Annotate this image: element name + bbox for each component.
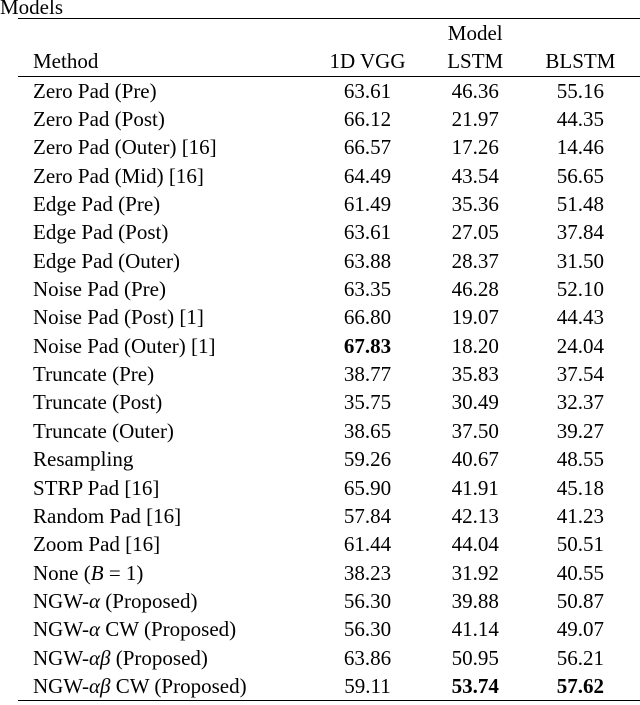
vgg-cell: 63.61 bbox=[343, 220, 392, 245]
table-row bbox=[18, 162, 640, 190]
vgg-cell: 56.30 bbox=[343, 617, 392, 642]
blstm-cell: 56.65 bbox=[556, 163, 605, 188]
method-math: α bbox=[89, 617, 101, 642]
lstm-cell: 50.95 bbox=[451, 645, 499, 670]
method-cell: Truncate (Post) bbox=[33, 390, 163, 415]
header-method: Method bbox=[18, 47, 305, 76]
table-row bbox=[18, 587, 640, 615]
table-row bbox=[18, 76, 640, 105]
table-row bbox=[18, 417, 640, 445]
blstm-cell: 44.35 bbox=[556, 107, 605, 132]
vgg-cell: 63.35 bbox=[343, 277, 392, 302]
blstm-cell: 48.55 bbox=[556, 447, 605, 472]
header-lstm: LSTM bbox=[430, 47, 521, 76]
method-cell: STRP Pad [16] bbox=[33, 475, 160, 500]
lstm-cell: 41.14 bbox=[451, 617, 499, 642]
lstm-cell: 19.07 bbox=[451, 305, 499, 330]
table-row bbox=[18, 388, 640, 416]
lstm-cell: 28.37 bbox=[451, 248, 499, 273]
caption-fragment: Models bbox=[0, 0, 63, 19]
method-cell: Edge Pad (Outer) bbox=[33, 248, 180, 273]
blstm-cell: 37.54 bbox=[556, 362, 605, 387]
method-suffix: CW (Proposed) bbox=[100, 617, 237, 642]
method-math: αβ bbox=[89, 673, 111, 698]
method-cell: Noise Pad (Pre) bbox=[33, 277, 166, 302]
method-cell: Zero Pad (Pre) bbox=[33, 78, 157, 103]
table-row bbox=[18, 672, 640, 701]
vgg-cell: 56.30 bbox=[343, 588, 392, 613]
method-cell bbox=[18, 672, 305, 701]
table-row bbox=[18, 502, 640, 530]
table-row bbox=[18, 332, 640, 360]
blstm-cell: 14.46 bbox=[556, 135, 605, 160]
method-math: α bbox=[89, 588, 101, 613]
vgg-cell: 57.84 bbox=[343, 503, 392, 528]
table-row bbox=[18, 615, 640, 643]
lstm-cell: 46.28 bbox=[451, 277, 499, 302]
method-cell: Random Pad [16] bbox=[33, 503, 182, 528]
table-row bbox=[18, 105, 640, 133]
blstm-cell: 41.23 bbox=[556, 503, 605, 528]
table-row bbox=[18, 218, 640, 246]
vgg-cell: 61.44 bbox=[343, 532, 392, 557]
vgg-cell-best: 67.83 bbox=[343, 333, 392, 358]
results-table bbox=[18, 18, 640, 701]
vgg-cell: 63.86 bbox=[343, 645, 392, 670]
table-row bbox=[18, 530, 640, 558]
method-prefix: NGW- bbox=[33, 588, 89, 613]
lstm-cell: 35.36 bbox=[451, 192, 499, 217]
method-prefix: NGW- bbox=[33, 617, 89, 642]
vgg-cell: 38.77 bbox=[343, 362, 392, 387]
lstm-cell: 21.97 bbox=[451, 107, 499, 132]
lstm-cell: 18.20 bbox=[451, 333, 499, 358]
blstm-cell: 52.10 bbox=[556, 277, 605, 302]
blstm-cell: 50.87 bbox=[556, 588, 605, 613]
header-blstm: BLSTM bbox=[521, 47, 640, 76]
method-cell: Truncate (Outer) bbox=[33, 418, 174, 443]
table-row bbox=[18, 303, 640, 331]
table-row bbox=[18, 360, 640, 388]
method-suffix: (Proposed) bbox=[110, 645, 208, 670]
vgg-cell: 64.49 bbox=[343, 163, 392, 188]
lstm-cell: 44.04 bbox=[451, 532, 499, 557]
vgg-cell: 38.65 bbox=[343, 418, 392, 443]
vgg-cell: 38.23 bbox=[343, 560, 392, 585]
method-suffix: (Proposed) bbox=[100, 588, 198, 613]
lstm-cell: 43.54 bbox=[451, 163, 499, 188]
lstm-cell: 37.50 bbox=[451, 418, 499, 443]
method-cell: Noise Pad (Outer) [1] bbox=[33, 333, 216, 358]
method-cell: Edge Pad (Post) bbox=[33, 220, 169, 245]
method-suffix: CW (Proposed) bbox=[110, 673, 247, 698]
blstm-cell: 32.37 bbox=[556, 390, 605, 415]
method-cell: Zoom Pad [16] bbox=[33, 532, 161, 557]
blstm-cell: 37.84 bbox=[556, 220, 605, 245]
method-cell: Zero Pad (Mid) [16] bbox=[33, 163, 204, 188]
method-cell: Edge Pad (Pre) bbox=[33, 192, 161, 217]
lstm-cell-best: 53.74 bbox=[430, 672, 521, 701]
lstm-cell: 27.05 bbox=[451, 220, 499, 245]
blstm-cell: 56.21 bbox=[556, 645, 605, 670]
method-cell bbox=[18, 559, 305, 587]
blstm-cell: 45.18 bbox=[556, 475, 605, 500]
column-header-row bbox=[18, 47, 640, 76]
lstm-cell: 46.36 bbox=[451, 78, 499, 103]
vgg-cell: 65.90 bbox=[343, 475, 392, 500]
table-row bbox=[18, 644, 640, 672]
lstm-cell: 17.26 bbox=[451, 135, 499, 160]
method-math: B bbox=[90, 560, 104, 585]
vgg-cell: 66.80 bbox=[343, 305, 392, 330]
method-cell: Resampling bbox=[33, 447, 134, 472]
method-prefix: None ( bbox=[33, 560, 91, 585]
lstm-cell: 40.67 bbox=[451, 447, 499, 472]
method-suffix: = 1) bbox=[103, 560, 144, 585]
vgg-cell: 59.11 bbox=[305, 672, 429, 701]
lstm-cell: 42.13 bbox=[451, 503, 499, 528]
blstm-cell: 31.50 bbox=[556, 248, 605, 273]
table-row bbox=[18, 190, 640, 218]
blstm-cell: 40.55 bbox=[556, 560, 605, 585]
blstm-cell: 44.43 bbox=[556, 305, 605, 330]
vgg-cell: 35.75 bbox=[343, 390, 392, 415]
vgg-cell: 61.49 bbox=[343, 192, 392, 217]
method-cell bbox=[18, 587, 305, 615]
vgg-cell: 66.57 bbox=[343, 135, 392, 160]
blstm-cell: 50.51 bbox=[556, 532, 605, 557]
blstm-cell-best: 57.62 bbox=[521, 672, 640, 701]
header-1d-vgg: 1D VGG bbox=[305, 47, 429, 76]
blstm-cell: 51.48 bbox=[556, 192, 605, 217]
table-row bbox=[18, 275, 640, 303]
table-row bbox=[18, 474, 640, 502]
method-cell: Zero Pad (Post) bbox=[33, 107, 165, 132]
method-cell bbox=[18, 644, 305, 672]
method-prefix: NGW- bbox=[33, 673, 89, 698]
table-row bbox=[18, 133, 640, 161]
method-prefix: NGW- bbox=[33, 645, 89, 670]
method-cell: Noise Pad (Post) [1] bbox=[33, 305, 204, 330]
table-row bbox=[18, 559, 640, 587]
vgg-cell: 63.61 bbox=[343, 78, 392, 103]
vgg-cell: 63.88 bbox=[343, 248, 392, 273]
lstm-cell: 39.88 bbox=[451, 588, 499, 613]
method-cell bbox=[18, 615, 305, 643]
lstm-cell: 30.49 bbox=[451, 390, 499, 415]
lstm-cell: 35.83 bbox=[451, 362, 499, 387]
method-math: αβ bbox=[89, 645, 111, 670]
blstm-cell: 24.04 bbox=[556, 333, 605, 358]
method-cell: Zero Pad (Outer) [16] bbox=[33, 135, 217, 160]
method-cell: Truncate (Pre) bbox=[33, 362, 155, 387]
vgg-cell: 59.26 bbox=[343, 447, 392, 472]
lstm-cell: 31.92 bbox=[451, 560, 499, 585]
group-header-row bbox=[18, 19, 640, 48]
vgg-cell: 66.12 bbox=[343, 107, 392, 132]
blstm-cell: 49.07 bbox=[556, 617, 605, 642]
table-row bbox=[18, 445, 640, 473]
results-table-container bbox=[18, 18, 640, 701]
blstm-cell: 39.27 bbox=[556, 418, 605, 443]
table-row bbox=[18, 247, 640, 275]
lstm-cell: 41.91 bbox=[451, 475, 499, 500]
blstm-cell: 55.16 bbox=[556, 78, 605, 103]
model-group-header: Model bbox=[430, 19, 521, 48]
